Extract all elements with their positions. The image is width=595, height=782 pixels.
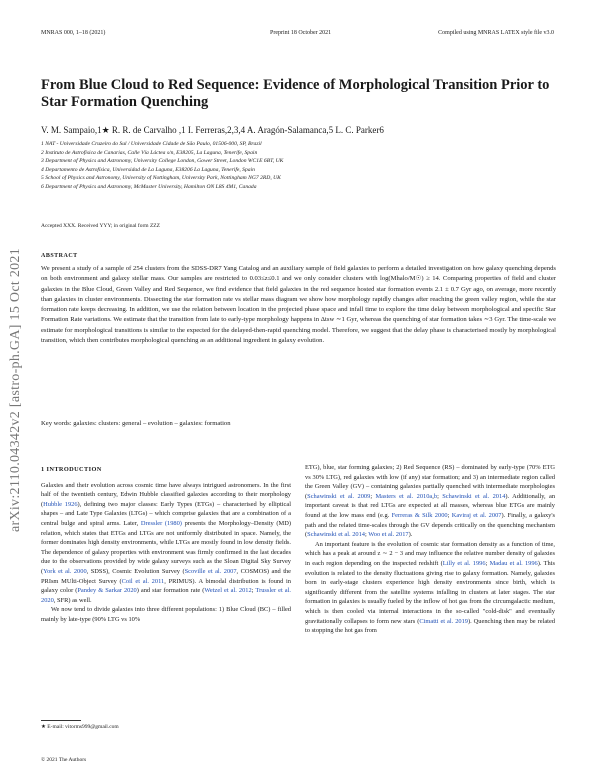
journal-header: MNRAS 000, 1–18 (2021) bbox=[41, 30, 106, 36]
copyright: © 2021 The Authors bbox=[41, 757, 87, 763]
citation-link[interactable]: b bbox=[433, 492, 438, 500]
affiliation: 1 NAT - Universidade Cruzeiro do Sul / Universidade Cidade de São Paulo, 01506-000, SP, Brazil bbox=[41, 141, 262, 147]
citation-link[interactable]: Schawinski et al. 2014 bbox=[442, 492, 506, 500]
arxiv-stamp[interactable]: arXiv:2110.04342v2 [astro-ph.GA] 15 Oct 2021 bbox=[8, 247, 23, 533]
intro-paragraph: Galaxies and their evolution across cosmic time have always intrigued astronomers. In the first half of the twentieth century, Edwin Hubble classified galaxies according to their morphology (Hubble 1926), defining two major classes: Early Types (ETGs) – characterised by elliptical shapes – and Late Type Galaxies (LTGs) – which comprise galaxies that are a combination of a central bulge and spiral arms. Later, Dressler (1980) presents the Morphology–Density (MD) relation, which states that ETGs and LTGs are not uniformly distributed in space. Namely, the former dominates high density environments, while LTGs are mostly found in low density fields. The dependence of galaxy properties with environment was firmly confirmed in the last decades due to the observations provided by wide galaxy surveys such as the Sloan Digital Sky Survey (York et al. 2000, SDSS), Cosmic Evolution Survey (Scoville et al. 2007, COSMOS) and the PRIsm MUlti-Object Survey (Coil et al. 2011, PRIMUS). A bimodal distribution is found in galaxy color (Pandey & Sarkar 2020) and star formation rate (Wetzel et al. 2012; Trussler et al. 2020, SFR) as well. bbox=[41, 481, 292, 604]
intro-paragraph: ETG), blue, star forming galaxies; 2) Red Sequence (RS) – dominated by early-type (70% ETG vs 30% LTG), red galaxies with low (if any) star formation; and 3) an intermediate region called the Green Valley (GV) – containing galaxies partially quenched with intermediate morphologies (Schawinski et al. 2009; Masters et al. 2010a,b; Schawinski et al. 2014). Additionally, an important caveat is that red LTGs are expected at all masses, whereas blue ETGs are mainly found at the low mass end (e.g. Ferreras & Silk 2000; Kaviraj et al. 2007). Finally, a galaxy's path and the related time-scales through the GV depends critically on the quenching mechanism (Schawinski et al. 2014; Woo et al. 2017). bbox=[305, 464, 556, 539]
section-heading: 1 INTRODUCTION bbox=[41, 466, 102, 473]
abstract-heading: ABSTRACT bbox=[41, 253, 78, 259]
citation-link[interactable]: Wetzel et al. 2012 bbox=[204, 587, 252, 595]
acceptance-note: Accepted XXX. Received YYY; in original form ZZZ bbox=[41, 223, 161, 229]
intro-paragraph: An important feature is the evolution of cosmic star formation density as a function of time, which has a peak at around z ∼ 2 − 3 and may influence the relative number density of galaxies in each region depending on the inspected redshift (Lilly et al. 1996; Madau et al. 1996). This evolution is related to the density fluctuations giving rise to galaxy formation. Namely, galaxies born in early-stage clusters experience high density environments since birth, which is significantly different from the satellite systems infalling in clusters at later stages. The star formation in galaxies is usually fueled by the inflow of hot gas from the circumgalactic medium, which is then cooled via internal interactions in the so-called "cold-disk" and eventually gravitationally collapses to form new stars (Cimatti et al. 2019). Quenching then may be related to stopping the hot gas from bbox=[305, 540, 556, 635]
citation-link[interactable]: Woo et al. 2017 bbox=[368, 531, 409, 539]
citation-link[interactable]: Kaviraj et al. 2007 bbox=[451, 511, 502, 519]
citation-link[interactable]: Madau et al. 1996 bbox=[489, 559, 538, 567]
citation-link[interactable]: Ferreras & Silk 2000 bbox=[391, 511, 448, 519]
citation-link[interactable]: Hubble 1926 bbox=[43, 500, 78, 508]
affiliation: 3 Department of Physics and Astronomy, University College London, Gower Street, London WC1E 6BT, UK bbox=[41, 158, 284, 164]
preprint-date: Preprint 18 October 2021 bbox=[270, 30, 332, 36]
footnote-divider bbox=[41, 720, 81, 721]
citation-link[interactable]: Trussler et al. 2020 bbox=[41, 587, 292, 604]
right-column bbox=[305, 463, 555, 636]
paper-title: From Blue Cloud to Red Sequence: Evidence of Morphological Transition Prior to Star Formation Quenching bbox=[41, 77, 550, 110]
citation-link[interactable]: Pandey & Sarkar 2020 bbox=[77, 587, 137, 595]
citation-link[interactable]: Masters et al. 2010a bbox=[375, 492, 433, 500]
left-column bbox=[41, 465, 291, 625]
affiliation: 2 Instituto de Astrofísica de Canarias, Calle Vía Láctea s/n, E38205, La Laguna, Tenerife, Spain bbox=[41, 149, 258, 156]
citation-link[interactable]: York et al. 2000 bbox=[43, 567, 87, 575]
affiliation: 4 Departamento de Astrofísica, Universidad de La Laguna, E38206 La Laguna, Tenerife, Spain bbox=[41, 166, 255, 173]
citation-link[interactable]: Schawinski et al. 2014 bbox=[307, 531, 366, 539]
abstract-text: We present a study of a sample of 254 clusters from the SDSS-DR7 Yang Catalog and an auxiliary sample of field galaxies to perform a detailed investigation on how galaxy quenching depends on both environment and galaxy stellar mass. Our samples are restricted to 0.03≤z≤0.1 and we only consider clusters with log(Mhalo/M☉) ≥ 14. Comparing properties of field and cluster galaxies in the Blue Cloud, Green Valley and Red Sequence, we find evidence that field galaxies in the red sequence hosted star formation events 2.1 ± 0.7 Gyr ago, on average, more recently than galaxies in cluster environments. Dissecting the star formation rate vs stellar mass diagram we show how morphology rapidly changes after reaching the green valley region, while the star formation rate keeps decreasing. In addition, we use the relation between location in the projected phase space and infall time to explore the time delay between morphological and specific Star Formation Rate variations. We estimate that the transition from late to early-type morphology happens in Δtsw ∼1 Gyr, whereas the quenching of star formation takes ∼3 Gyr. The time-scale we estimate for morphological transitions is similar to the expected for the delayed-then-rapid quenching model. Therefore, we suggest that the delay phase is characterised mostly by morphological transition, which then contributes morphological quenching as an additional ingredient in galaxy evolution. bbox=[41, 265, 556, 345]
affiliation: 5 School of Physics and Astronomy, University of Nottingham, University Park, Nottingham NG7 2RD, UK bbox=[41, 175, 281, 181]
author-list: V. M. Sampaio,1★ R. R. de Carvalho ,1 I. Ferreras,2,3,4 A. Aragón-Salamanca,5 L. C. Parker6 bbox=[41, 125, 384, 135]
citation-link[interactable]: Scoville et al. 2007 bbox=[184, 567, 237, 575]
affiliation: 6 Department of Physics and Astronomy, McMaster University, Hamilton ON L8S 4M1, Canada bbox=[41, 183, 257, 190]
latex-style-note: Compiled using MNRAS LATEX style file v3.0 bbox=[438, 30, 554, 36]
citation-link[interactable]: Cimatti et al. 2019 bbox=[419, 617, 468, 625]
intro-paragraph: We now tend to divide galaxies into three different populations: 1) Blue Cloud (BC) – filled mainly by late-type (90% LTG vs 10% bbox=[41, 606, 291, 623]
email-footnote: ★ E-mail: vitorms999@gmail.com bbox=[41, 724, 119, 730]
citation-link[interactable]: Lilly et al. 1996 bbox=[442, 559, 486, 567]
affiliations bbox=[41, 140, 561, 191]
citation-link[interactable]: Schawinski et al. 2009 bbox=[307, 492, 371, 500]
citation-link[interactable]: Coil et al. 2011 bbox=[121, 577, 165, 585]
citation-link[interactable]: Dressler (1980) bbox=[140, 519, 182, 527]
keywords: Key words: galaxies: clusters: general – evolution – galaxies: formation bbox=[41, 420, 231, 427]
